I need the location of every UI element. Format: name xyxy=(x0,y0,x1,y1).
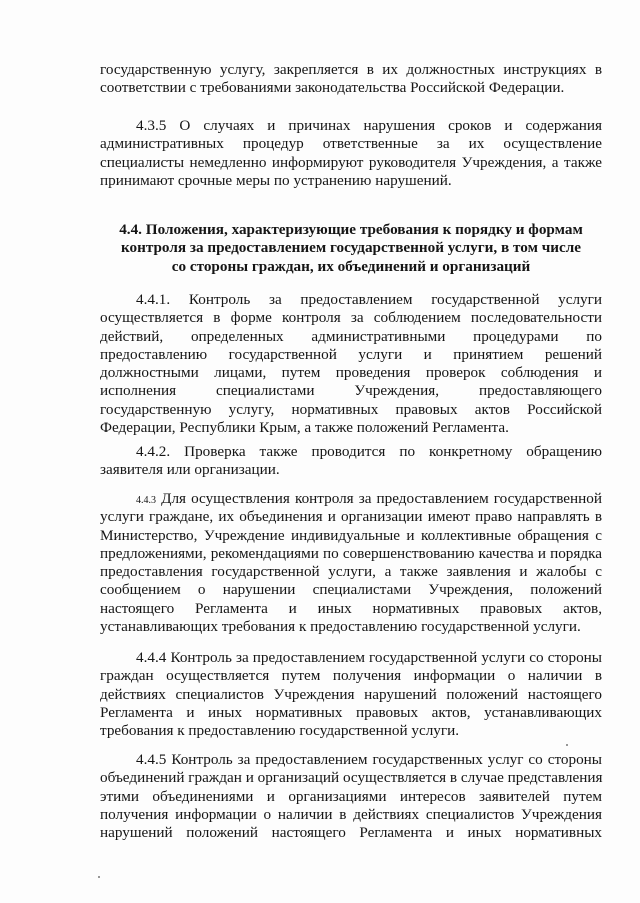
text-line: граждан осуществляется путем получения информации о наличии в xyxy=(100,667,602,685)
paragraph-4-3-4-end xyxy=(100,61,602,98)
text-line: Министерство, Учреждение индивидуальные и коллективные обращения с xyxy=(100,526,602,544)
heading-line: 4.4. Положения, характеризующие требования к порядку и формам xyxy=(119,221,583,238)
text-line: исполнения специалистами Учреждения, предоставляющего xyxy=(100,382,602,400)
text-line: услуги граждане, их объединения и организации имеют право направлять в xyxy=(100,508,602,526)
text-line: 4.4.2. Проверка также проводится по конкретному обращению xyxy=(136,443,602,460)
text-line: Регламента и иных нормативных правовых актов, устанавливающих xyxy=(100,703,602,721)
text-line: настоящего Регламента и иных нормативных правовых актов, xyxy=(100,599,602,617)
text-line: 4.4.4 Контроль за предоставлением государственной услуги со стороны xyxy=(136,649,602,666)
text-line: действий, определенных административными процедурами по xyxy=(100,327,602,345)
text-line: действиях специалистов Учреждения нарушений положений настоящего xyxy=(100,685,602,703)
text-line: требования к предоставлению государственной услуги. xyxy=(100,722,460,740)
text-line: устанавливающих требования к предоставлению государственной услуги. xyxy=(100,618,581,636)
text-line: осуществляется в форме контроля за соблюдением последовательности xyxy=(100,309,602,327)
text-line: получения информации о наличии в действиях специалистов Учреждения xyxy=(100,805,602,823)
text-line: государственную услугу, закрепляется в их должностных инструкциях в xyxy=(100,61,602,78)
paragraph-4-4-1 xyxy=(100,291,602,437)
paragraph-4-4-5 xyxy=(100,751,602,842)
text-line: нарушений положений настоящего Регламента и иных нормативных xyxy=(100,824,602,842)
paragraph-4-4-4 xyxy=(100,649,602,740)
text-line: 4.3.5 О случаях и причинах нарушения сроков и содержания xyxy=(136,117,602,134)
text-line: предоставления государственной услуги, а также заявления и жалобы с xyxy=(100,563,602,581)
text-line: 4.4.1. Контроль за предоставлением государственной услуги xyxy=(136,291,602,308)
text-line: этими объединениями и организациями интересов заявителей путем xyxy=(100,787,602,805)
text-line-content: Для осуществления контроля за предоставлением государственной xyxy=(161,490,603,507)
text-line: заявителя или организации. xyxy=(100,461,280,479)
heading-line: со стороны граждан, их объединений и организаций xyxy=(171,257,531,275)
paragraph-number: 4.4.3 xyxy=(136,495,156,506)
scan-speck xyxy=(566,744,568,746)
paragraph-4-3-5 xyxy=(100,117,602,190)
text-line: административных процедур ответственные за их осуществление xyxy=(100,135,602,153)
text-line: предложениями, рекомендациями по совершенствованию качества и порядка xyxy=(100,544,602,562)
text-line: специалисты немедленно информируют руководителя Учреждения, а также xyxy=(100,153,602,171)
section-heading-4-4 xyxy=(100,221,602,276)
text-line xyxy=(100,490,602,508)
scan-speck xyxy=(98,876,100,878)
text-line: Федерации, Республики Крым, а также положений Регламента. xyxy=(100,419,509,437)
text-line: сообщением о нарушении специалистами Учреждения, положений xyxy=(100,581,602,599)
text-line: объединений граждан и организаций осуществляется в случае представления xyxy=(100,769,603,787)
text-line: соответствии с требованиями законодательства Российской Федерации. xyxy=(100,79,565,97)
text-line: принимают срочные меры по устранению нарушений. xyxy=(100,171,452,189)
text-line: государственную услугу, нормативных правовых актов Российской xyxy=(100,400,602,418)
heading-line: контроля за предоставлением государственной услуги, в том числе xyxy=(120,239,582,257)
text-line: предоставлению государственной услуги и принятием решений xyxy=(100,345,602,363)
paragraph-4-4-2 xyxy=(100,443,602,480)
text-line: 4.4.5 Контроль за предоставлением государственных услуг со стороны xyxy=(136,751,602,768)
text-line: должностными лицами, путем проведения проверок соблюдения и xyxy=(100,364,602,382)
paragraph-4-4-3 xyxy=(100,490,602,636)
